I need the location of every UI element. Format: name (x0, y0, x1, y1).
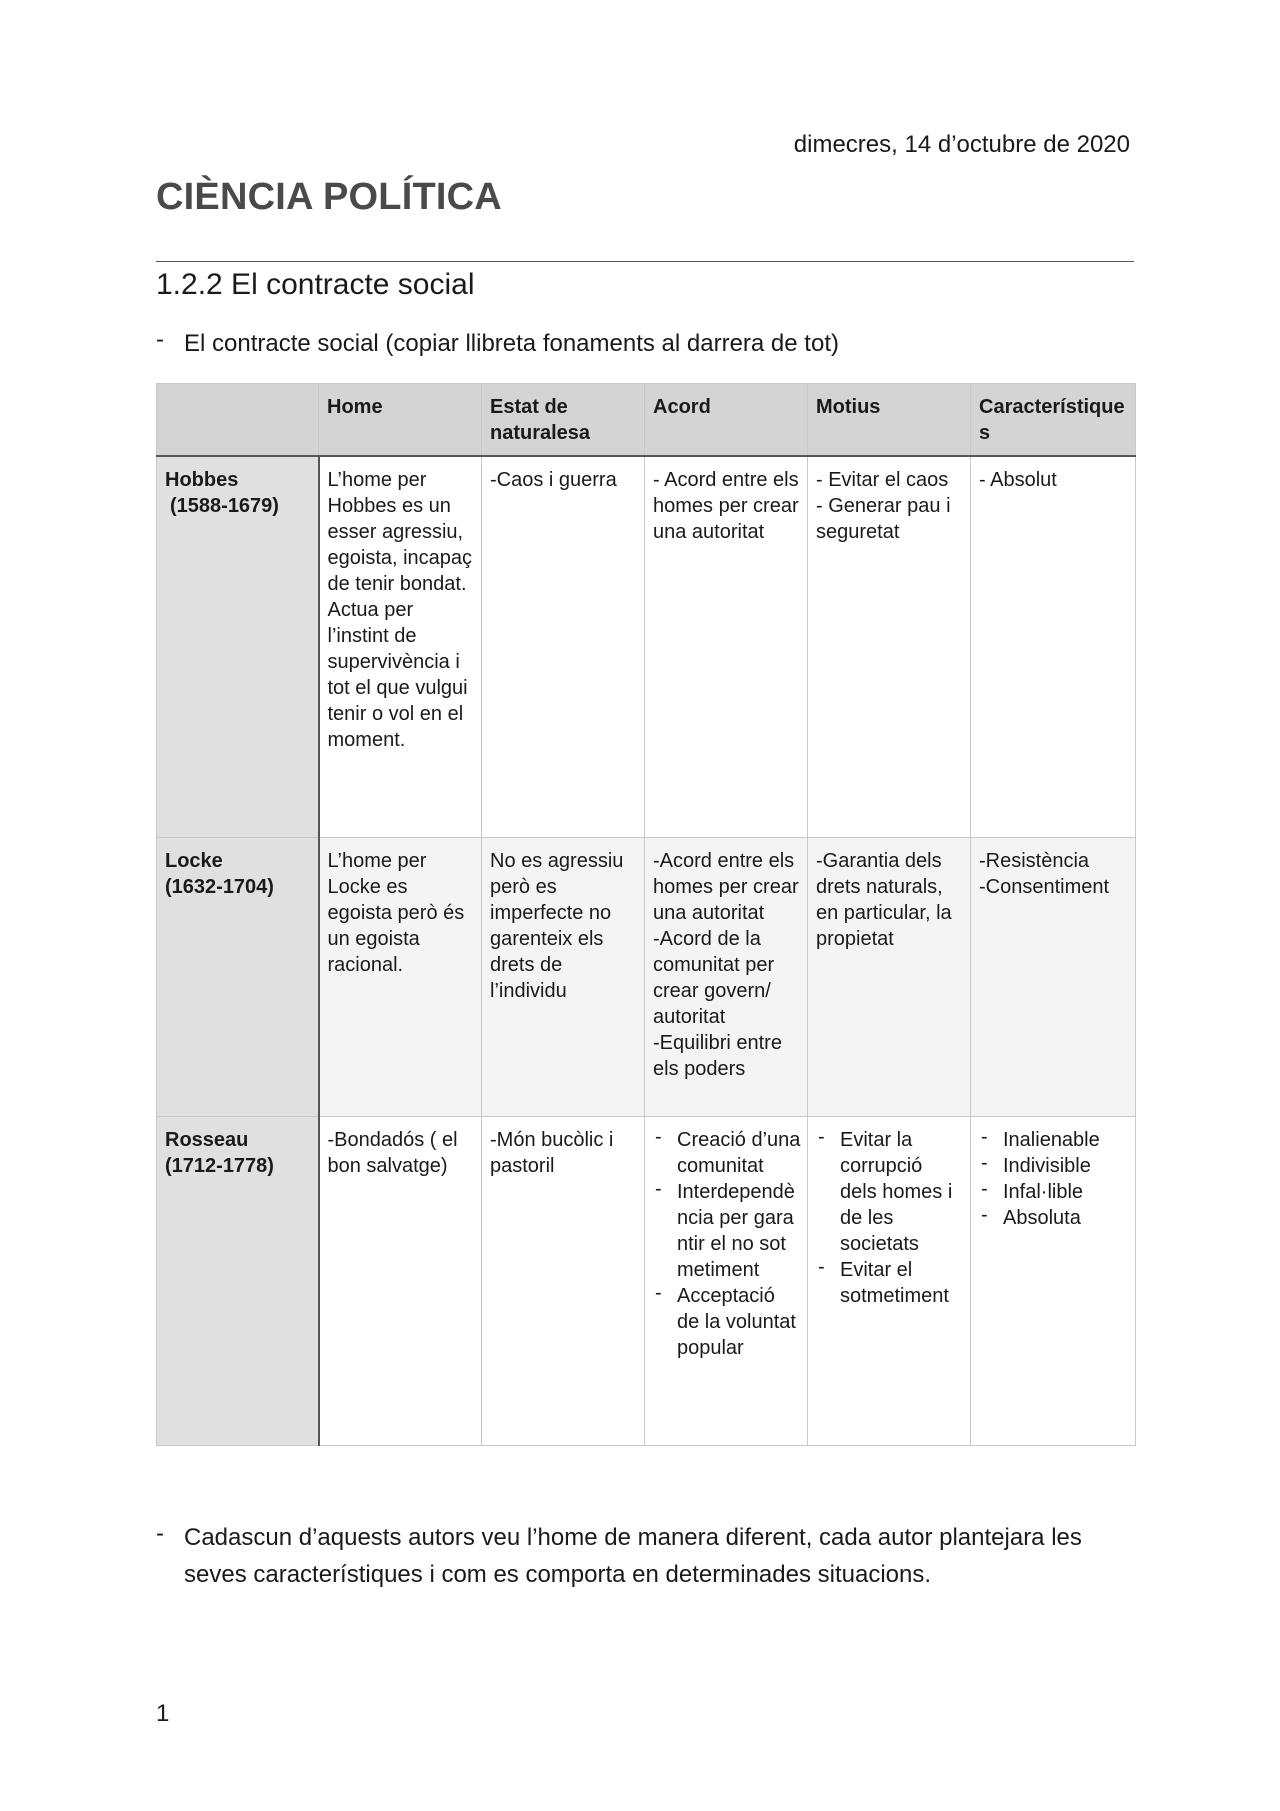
table-row (157, 456, 1136, 838)
list-item: - Evitar la corrupció dels homes i de les societats (816, 1127, 964, 1257)
author-years: (1588-1679) (170, 495, 279, 517)
header-estat-text: Estat de naturalesa (490, 396, 591, 444)
section-heading: 1.2.2 El contracte social (156, 268, 475, 301)
table-header-row (157, 384, 1136, 457)
motius-cell (808, 838, 971, 1117)
acord-line: - Acord entre els homes per crear una autoritat (653, 469, 799, 543)
list-item: - Creació d’una comunitat (653, 1127, 801, 1179)
motius-line: -Garantia dels drets naturals, en particular, la propietat (816, 850, 952, 950)
author-name: Hobbes (165, 469, 239, 491)
author-years: (1712-1778) (165, 1155, 274, 1177)
intro-bullet-text: El contracte social (copiar llibreta fonaments al darrera de tot) (184, 330, 839, 357)
author-years: (1632-1704) (165, 876, 274, 898)
caracteristiques-line: -Consentiment (979, 876, 1110, 898)
header-caracteristiques (971, 384, 1136, 457)
acord-list (653, 1127, 801, 1361)
header-acord: Acord (645, 384, 808, 457)
caracteristiques-cell (971, 456, 1136, 838)
header-motius: Motius (808, 384, 971, 457)
estat-cell: No es agressiu però es imperfecte no garenteix els drets de l’individu (482, 838, 645, 1117)
outro-bullet (156, 1519, 1134, 1593)
acord-cell (645, 456, 808, 838)
home-cell: -Bondadós ( el bon salvatge) (319, 1117, 482, 1446)
table-row (157, 838, 1136, 1117)
document-title: CIÈNCIA POLÍTICA (156, 176, 502, 218)
list-item: - Acceptació de la voluntat popular (653, 1283, 801, 1361)
header-caracteristiques-text: Característiques (979, 396, 1125, 444)
list-item: - Absoluta (979, 1205, 1129, 1231)
home-cell: L’home per Locke es egoista però és un egoista racional. (319, 838, 482, 1117)
caracteristiques-cell (971, 838, 1136, 1117)
social-contract-table (156, 383, 1136, 1446)
bullet-dash: - (156, 1520, 164, 1547)
bullet-dash: - (156, 326, 164, 353)
estat-cell: -Món bucòlic i pastoril (482, 1117, 645, 1446)
acord-line: -Acord entre els homes per crear una autoritat (653, 850, 799, 924)
page-number: 1 (156, 1700, 170, 1727)
acord-line: -Acord de la comunitat per crear govern/ autoritat (653, 928, 775, 1028)
list-item: - Evitar el sotmetiment (816, 1257, 964, 1309)
author-cell (157, 456, 319, 838)
home-cell: L’home per Hobbes es un esser agressiu, egoista, incapaç de tenir bondat. Actua per l’instint de supervivència i tot el que vulgui tenir o vol en el moment. (319, 456, 482, 838)
author-name: Locke (165, 850, 223, 872)
caracteristiques-list (979, 1127, 1129, 1231)
caracteristiques-line: - Absolut (979, 469, 1057, 491)
acord-cell (645, 838, 808, 1117)
author-cell (157, 1117, 319, 1446)
title-divider (156, 261, 1134, 262)
author-cell (157, 838, 319, 1117)
intro-bullet (156, 325, 1134, 362)
acord-line: -Equilibri entre els poders (653, 1032, 782, 1080)
header-home: Home (319, 384, 482, 457)
list-item: - Indivisible (979, 1153, 1129, 1179)
table-row (157, 1117, 1136, 1446)
list-item: - Interdependència per garantir el no sotmetiment (653, 1179, 801, 1283)
author-name: Rosseau (165, 1129, 249, 1151)
list-item: - Infal·lible (979, 1179, 1129, 1205)
acord-cell (645, 1117, 808, 1446)
outro-bullet-text: Cadascun d’aquests autors veu l’home de manera diferent, cada autor plantejara les seves característiques i com es comporta en determinades situacions. (184, 1524, 1082, 1588)
motius-line: - Evitar el caos (816, 469, 949, 491)
motius-line: - Generar pau i seguretat (816, 495, 951, 543)
header-estat-naturalesa (482, 384, 645, 457)
list-item: - Inalienable (979, 1127, 1129, 1153)
motius-cell (808, 456, 971, 838)
header-corner-cell (157, 384, 319, 457)
motius-cell (808, 1117, 971, 1446)
caracteristiques-cell (971, 1117, 1136, 1446)
motius-list (816, 1127, 964, 1309)
document-date: dimecres, 14 d’octubre de 2020 (793, 131, 1130, 158)
caracteristiques-line: -Resistència (979, 850, 1090, 872)
estat-cell: -Caos i guerra (482, 456, 645, 838)
